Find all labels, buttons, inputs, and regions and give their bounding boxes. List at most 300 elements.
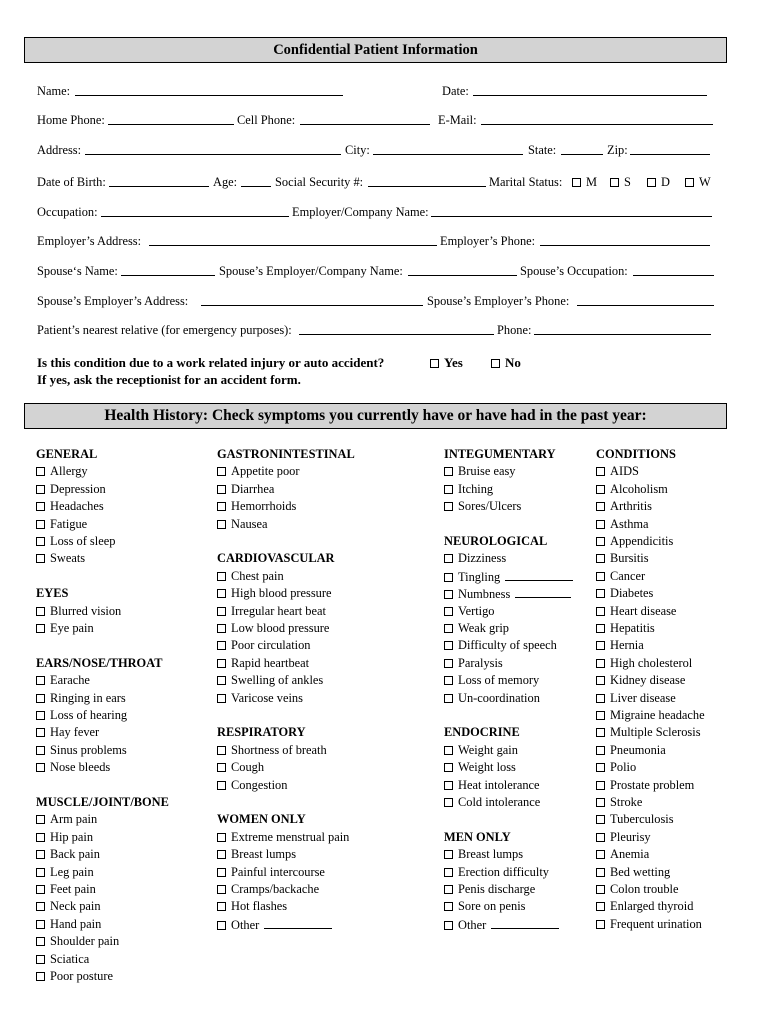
symptom-checkbox[interactable] [217, 499, 296, 514]
symptom-checkbox[interactable] [444, 865, 549, 880]
symptom-label: Kidney disease [610, 673, 686, 688]
checkbox-icon [217, 921, 226, 930]
checkbox-icon [217, 520, 226, 529]
checkbox-icon [36, 955, 45, 964]
symptom-label: High blood pressure [231, 586, 332, 601]
occupation-label: Occupation: [37, 205, 98, 219]
relative-field[interactable] [299, 323, 494, 335]
checkbox-icon [444, 746, 453, 755]
checkbox-icon [217, 676, 226, 685]
symptom-checkbox[interactable] [217, 673, 323, 688]
symptom-label: Hot flashes [231, 899, 288, 914]
symptom-checkbox[interactable] [36, 917, 101, 932]
symptom-label: Poor circulation [231, 638, 311, 653]
symptom-checkbox[interactable] [217, 778, 287, 793]
checkbox-icon [36, 885, 45, 894]
symptom-checkbox[interactable] [596, 638, 644, 653]
marital-w-checkbox[interactable]: W [685, 175, 711, 190]
date-label: Date: [442, 84, 469, 98]
symptom-label: Weight loss [458, 760, 516, 775]
name-label: Name: [37, 84, 71, 98]
checkbox-icon [36, 607, 45, 616]
employer-phone-label: Employer’s Phone: [440, 234, 536, 248]
address-field[interactable] [85, 143, 341, 155]
checkbox-icon [36, 937, 45, 946]
name-row [37, 84, 717, 100]
symptom-checkbox[interactable] [596, 899, 693, 914]
checkbox-icon [444, 694, 453, 703]
symptom-label: Allergy [50, 464, 88, 479]
other-field[interactable] [264, 917, 332, 929]
symptom-label: Appendicitis [610, 534, 674, 548]
symptom-label: Frequent urination [610, 916, 702, 931]
checkbox-icon [36, 694, 45, 703]
symptom-checkbox[interactable] [217, 865, 325, 880]
checkbox-icon [444, 624, 453, 633]
employer-phone-field[interactable] [540, 234, 710, 246]
section-title-endo: ENDOCRINE [444, 725, 520, 740]
checkbox-icon [596, 868, 605, 877]
symptom-checkbox[interactable] [596, 917, 702, 932]
symptom-checkbox[interactable] [596, 865, 670, 880]
symptom-label: Congestion [231, 777, 288, 792]
symptom-checkbox[interactable] [596, 812, 674, 827]
symptom-checkbox[interactable] [36, 934, 119, 949]
symptom-label: Heart disease [610, 603, 677, 618]
checkbox-icon [217, 781, 226, 790]
symptom-label: Hemorrhoids [231, 499, 297, 514]
checkbox-icon [36, 467, 45, 476]
symptom-checkbox[interactable] [36, 691, 126, 706]
employer-label: Employer/Company Name: [292, 205, 429, 219]
symptom-checkbox[interactable] [36, 464, 88, 479]
checkbox-icon [444, 885, 453, 894]
symptom-checkbox[interactable] [36, 725, 99, 740]
symptom-checkbox[interactable] [36, 551, 85, 566]
symptom-checkbox[interactable] [217, 482, 274, 497]
symptom-checkbox[interactable] [36, 743, 127, 758]
symptom-label: Headaches [50, 499, 104, 514]
symptom-checkbox[interactable] [596, 499, 652, 514]
address-label: Address: [37, 143, 82, 157]
symptom-checkbox[interactable] [217, 638, 311, 653]
symptom-checkbox[interactable] [217, 882, 319, 897]
checkbox-icon [596, 607, 605, 616]
marital-label: Marital Status: [489, 175, 563, 189]
checkbox-icon [217, 746, 226, 755]
ssn-label: Social Security #: [275, 175, 364, 189]
symptom-checkbox[interactable] [36, 482, 106, 497]
symptom-label: Itching [458, 481, 494, 496]
home-phone-field[interactable] [108, 113, 234, 125]
symptom-checkbox[interactable] [36, 517, 87, 532]
other-field[interactable] [515, 586, 571, 598]
checkbox-icon [596, 694, 605, 703]
symptom-checkbox[interactable] [596, 656, 692, 671]
symptom-label: Chest pain [231, 568, 284, 583]
symptom-checkbox[interactable] [596, 517, 649, 532]
symptom-checkbox[interactable] [217, 604, 326, 619]
checkbox-icon [596, 641, 605, 650]
symptom-checkbox[interactable] [596, 586, 653, 601]
checkbox-icon [36, 833, 45, 842]
symptom-checkbox[interactable] [596, 882, 679, 897]
marital-d-checkbox[interactable]: D [647, 175, 670, 190]
symptom-checkbox[interactable] [36, 708, 127, 723]
symptom-label: Appetite poor [231, 464, 300, 479]
symptom-checkbox[interactable] [444, 499, 521, 514]
relative-phone-label: Phone: [497, 323, 532, 337]
checkbox-icon [217, 607, 226, 616]
symptom-label: Breast lumps [231, 847, 297, 862]
symptom-checkbox[interactable] [444, 621, 509, 636]
dob-field[interactable] [109, 175, 209, 187]
accident-note: If yes, ask the receptionist for an accident form. [37, 372, 301, 387]
checkbox-icon [596, 589, 605, 598]
dob-row [37, 175, 717, 191]
symptom-checkbox[interactable] [217, 569, 284, 584]
checkbox-icon [596, 624, 605, 633]
symptom-checkbox[interactable] [217, 464, 299, 479]
symptom-label: Shoulder pain [50, 934, 120, 949]
section-title-women: WOMEN ONLY [217, 812, 306, 827]
checkbox-icon [217, 641, 226, 650]
cell-phone-field[interactable] [300, 113, 430, 125]
checkbox-icon [36, 850, 45, 859]
symptom-label: Earache [50, 673, 90, 688]
symptom-label: Cramps/backache [231, 882, 320, 896]
symptom-checkbox[interactable] [217, 847, 296, 862]
symptom-label: Erection difficulty [458, 864, 549, 879]
symptom-label: Polio [610, 760, 637, 775]
checkbox-icon [36, 763, 45, 772]
symptom-label: Tuberculosis [610, 812, 674, 827]
other-field[interactable] [491, 917, 559, 929]
symptom-label: Sciatica [50, 951, 90, 966]
symptom-checkbox[interactable] [596, 551, 649, 566]
symptom-checkbox[interactable] [596, 534, 673, 549]
checkbox-icon [596, 728, 605, 737]
ssn-field[interactable] [368, 175, 486, 187]
symptom-checkbox[interactable] [36, 882, 96, 897]
form-title: Confidential Patient Information [24, 37, 727, 63]
other-field[interactable] [505, 569, 573, 581]
email-field[interactable] [481, 113, 713, 125]
symptom-label: Migraine headache [610, 708, 705, 722]
checkbox-icon [596, 920, 605, 929]
city-label: City: [345, 143, 370, 157]
symptom-checkbox[interactable] [596, 569, 645, 584]
checkbox-icon [36, 728, 45, 737]
symptom-label: Painful intercourse [231, 864, 325, 879]
symptom-checkbox[interactable] [596, 743, 666, 758]
symptom-checkbox[interactable] [596, 673, 685, 688]
symptom-label: Enlarged thyroid [610, 899, 694, 914]
spouse-name-field[interactable] [121, 264, 215, 276]
checkbox-icon [217, 659, 226, 668]
checkbox-icon [36, 624, 45, 633]
symptom-label: Ringing in ears [50, 690, 126, 705]
symptom-checkbox[interactable] [596, 830, 651, 845]
checkbox-icon [36, 902, 45, 911]
symptom-label: Low blood pressure [231, 621, 330, 635]
checkbox-icon [572, 178, 581, 187]
symptom-label: Diabetes [610, 586, 654, 601]
symptom-label: Multiple Sclerosis [610, 725, 701, 740]
state-field[interactable] [561, 143, 603, 155]
age-field[interactable] [241, 175, 271, 187]
checkbox-icon [217, 624, 226, 633]
symptom-label: Cold intolerance [458, 795, 541, 809]
checkbox-icon [444, 467, 453, 476]
accident-question: Is this condition due to a work related injury or auto accident? [37, 355, 385, 370]
checkbox-icon [647, 178, 656, 187]
marital-m-checkbox[interactable]: M [572, 175, 597, 190]
symptom-checkbox[interactable] [36, 812, 97, 827]
checkbox-icon [444, 590, 453, 599]
symptom-checkbox[interactable] [36, 621, 94, 636]
symptom-checkbox[interactable] [596, 778, 694, 793]
symptom-checkbox[interactable] [444, 464, 515, 479]
zip-label: Zip: [607, 143, 628, 157]
relative-row [37, 323, 717, 339]
checkbox-icon [596, 902, 605, 911]
checkbox-icon [444, 921, 453, 930]
symptom-checkbox[interactable] [596, 482, 668, 497]
checkbox-icon [430, 359, 439, 368]
relative-phone-field[interactable] [534, 323, 711, 335]
symptom-checkbox[interactable] [596, 691, 676, 706]
symptom-label: Sore on penis [458, 899, 526, 914]
checkbox-icon [444, 850, 453, 859]
section-title-cardio: CARDIOVASCULAR [217, 551, 335, 566]
symptom-checkbox[interactable] [596, 708, 705, 723]
symptom-checkbox[interactable] [217, 917, 332, 933]
symptom-label: Breast lumps [458, 847, 524, 862]
symptom-checkbox[interactable] [217, 586, 332, 601]
symptom-checkbox[interactable] [444, 743, 518, 758]
employer-field[interactable] [431, 205, 712, 217]
home-phone-label: Home Phone: [37, 113, 105, 127]
symptom-checkbox[interactable] [36, 673, 90, 688]
symptom-checkbox[interactable] [596, 725, 701, 740]
symptom-checkbox[interactable] [596, 464, 639, 479]
checkbox-icon [217, 868, 226, 877]
checkbox-icon [217, 694, 226, 703]
symptom-label: Dizziness [458, 551, 507, 566]
symptom-label: Hepatitis [610, 621, 655, 635]
spouse-employer-field[interactable] [408, 264, 517, 276]
symptom-label: Numbness [458, 587, 511, 602]
email-label: E-Mail: [438, 113, 477, 127]
section-title-resp: RESPIRATORY [217, 725, 306, 740]
symptom-checkbox[interactable] [444, 586, 571, 602]
symptom-label: Leg pain [50, 864, 94, 879]
address-row [37, 143, 717, 159]
checkbox-icon [685, 178, 694, 187]
city-field[interactable] [373, 143, 523, 155]
symptom-label: Difficulty of speech [458, 638, 557, 653]
checkbox-icon [444, 902, 453, 911]
symptom-label: Alcoholism [610, 481, 668, 496]
symptom-label: Swelling of ankles [231, 673, 324, 688]
checkbox-icon [36, 520, 45, 529]
symptom-checkbox[interactable] [36, 604, 121, 619]
checkbox-icon [217, 885, 226, 894]
relative-label: Patient’s nearest relative (for emergency purposes): [37, 323, 292, 337]
section-title-integ: INTEGUMENTARY [444, 447, 556, 461]
symptom-checkbox[interactable] [444, 899, 525, 914]
symptom-checkbox[interactable] [217, 830, 349, 845]
symptom-label: Varicose veins [231, 690, 303, 705]
phone-row [37, 113, 717, 129]
symptom-checkbox[interactable] [444, 673, 539, 688]
marital-s-checkbox[interactable]: S [610, 175, 631, 190]
employer-address-field[interactable] [149, 234, 437, 246]
symptom-checkbox[interactable] [36, 534, 115, 549]
symptom-checkbox[interactable] [444, 847, 523, 862]
symptom-checkbox[interactable] [596, 621, 655, 636]
occupation-field[interactable] [101, 205, 289, 217]
checkbox-icon [596, 467, 605, 476]
checkbox-icon [36, 554, 45, 563]
symptom-checkbox[interactable] [444, 638, 557, 653]
state-label: State: [528, 143, 557, 157]
symptom-checkbox[interactable] [36, 499, 104, 514]
name-field[interactable] [75, 84, 343, 96]
symptom-checkbox[interactable] [444, 604, 494, 619]
symptom-checkbox[interactable] [217, 656, 309, 671]
checkbox-icon [596, 502, 605, 511]
symptom-checkbox[interactable] [36, 899, 101, 914]
symptom-checkbox[interactable] [217, 621, 329, 636]
symptom-label: Fatigue [50, 516, 88, 531]
symptom-checkbox[interactable] [217, 517, 267, 532]
symptom-label: Other [458, 917, 487, 932]
symptom-checkbox[interactable] [36, 830, 93, 845]
section-title-ent: EARS/NOSE/THROAT [36, 655, 163, 670]
spouse-row [37, 264, 717, 280]
symptom-label: Sweats [50, 551, 86, 566]
spouse-employer-phone-field[interactable] [577, 294, 714, 306]
spouse-name-label: Spouse‘s Name: [37, 264, 118, 278]
symptom-checkbox[interactable] [596, 760, 636, 775]
symptom-checkbox[interactable] [596, 847, 649, 862]
checkbox-icon [444, 798, 453, 807]
checkbox-icon [596, 520, 605, 529]
checkbox-icon [36, 815, 45, 824]
symptom-label: Paralysis [458, 655, 503, 670]
symptom-label: Diarrhea [231, 481, 275, 496]
symptom-label: Sinus problems [50, 742, 127, 757]
checkbox-icon [36, 537, 45, 546]
symptom-checkbox[interactable] [217, 691, 303, 706]
spouse-employer-address-row [37, 294, 717, 310]
checkbox-icon [444, 502, 453, 511]
checkbox-icon [444, 868, 453, 877]
symptom-label: Heat intolerance [458, 777, 540, 792]
symptom-label: Nose bleeds [50, 760, 111, 775]
symptom-label: Bursitis [610, 551, 649, 566]
symptom-checkbox[interactable] [444, 917, 559, 933]
symptom-label: Tingling [458, 569, 501, 584]
checkbox-icon [444, 554, 453, 563]
date-field[interactable] [473, 84, 707, 96]
symptom-checkbox[interactable] [444, 778, 540, 793]
checkbox-icon [217, 833, 226, 842]
checkbox-icon [444, 781, 453, 790]
symptom-checkbox[interactable] [444, 551, 506, 566]
symptom-checkbox[interactable] [596, 604, 676, 619]
symptom-checkbox[interactable] [444, 882, 535, 897]
checkbox-icon [217, 902, 226, 911]
checkbox-icon [596, 746, 605, 755]
spouse-occupation-field[interactable] [633, 264, 714, 276]
symptom-checkbox[interactable] [36, 847, 100, 862]
symptom-checkbox[interactable] [36, 865, 94, 880]
symptom-checkbox[interactable] [444, 795, 540, 810]
symptom-checkbox[interactable] [36, 952, 89, 967]
symptom-checkbox[interactable] [217, 760, 264, 775]
spouse-employer-address-field[interactable] [201, 294, 423, 306]
symptom-checkbox[interactable] [444, 569, 573, 585]
symptom-label: Pleurisy [610, 829, 651, 844]
employer-address-label: Employer’s Address: [37, 234, 142, 248]
symptom-label: Arm pain [50, 812, 98, 827]
accident-no-checkbox[interactable]: No [491, 355, 521, 371]
symptom-checkbox[interactable] [36, 760, 110, 775]
symptom-label: Loss of sleep [50, 534, 116, 548]
symptom-checkbox[interactable] [217, 899, 287, 914]
spouse-employer-address-label: Spouse’s Employer’s Address: [37, 294, 189, 308]
checkbox-icon [36, 502, 45, 511]
symptom-checkbox[interactable] [444, 760, 516, 775]
checkbox-icon [596, 485, 605, 494]
symptom-label: Sores/Ulcers [458, 499, 522, 514]
checkbox-icon [217, 502, 226, 511]
section-title-eyes: EYES [36, 586, 69, 601]
employer-address-row [37, 234, 717, 250]
checkbox-icon [596, 711, 605, 720]
symptom-label: Feet pain [50, 882, 96, 896]
symptom-label: Stroke [610, 795, 643, 809]
checkbox-icon [444, 607, 453, 616]
symptom-checkbox[interactable] [36, 969, 113, 984]
symptom-checkbox[interactable] [444, 691, 540, 706]
cell-phone-label: Cell Phone: [237, 113, 296, 127]
symptom-label: Hip pain [50, 829, 94, 844]
symptom-label: Hand pain [50, 916, 102, 931]
symptom-checkbox[interactable] [217, 743, 327, 758]
checkbox-icon [217, 763, 226, 772]
checkbox-icon [596, 850, 605, 859]
accident-yes-checkbox[interactable]: Yes [430, 355, 463, 371]
checkbox-icon [596, 537, 605, 546]
symptom-label: Weight gain [458, 742, 518, 757]
occupation-row [37, 205, 717, 221]
zip-field[interactable] [630, 143, 710, 155]
symptom-label: Hay fever [50, 725, 100, 740]
symptom-checkbox[interactable] [444, 656, 503, 671]
symptom-checkbox[interactable] [444, 482, 493, 497]
symptom-label: Asthma [610, 516, 649, 531]
checkbox-icon [444, 676, 453, 685]
checkbox-icon [36, 972, 45, 981]
symptom-label: AIDS [610, 464, 639, 479]
symptom-label: High cholesterol [610, 655, 693, 670]
checkbox-icon [217, 850, 226, 859]
symptom-checkbox[interactable] [596, 795, 642, 810]
